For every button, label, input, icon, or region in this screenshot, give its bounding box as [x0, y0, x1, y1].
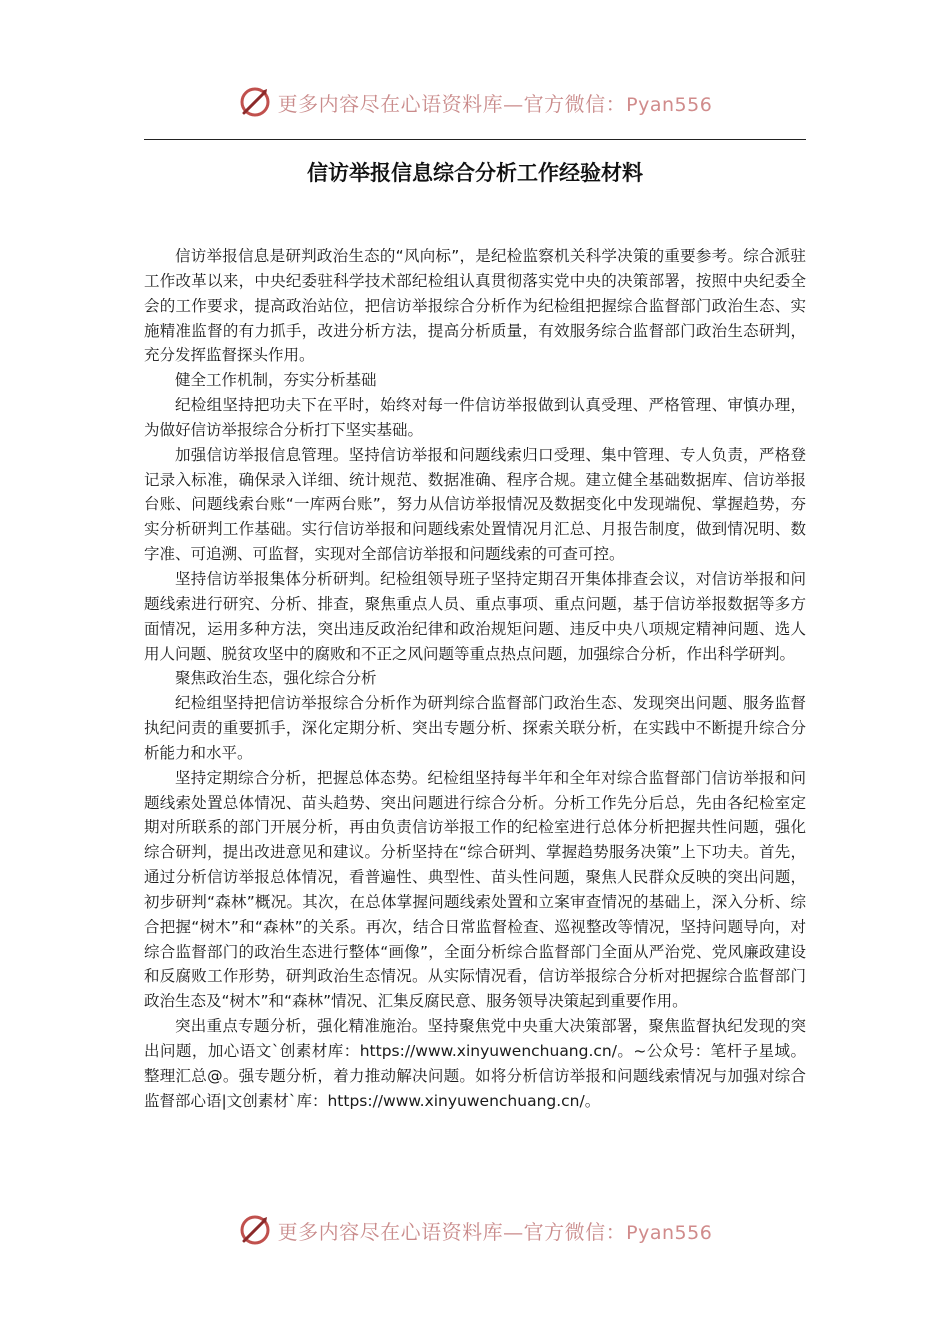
header-rule [144, 139, 806, 140]
paragraph: 突出重点专题分析，强化精准施治。坚持聚焦党中央重大决策部署，聚焦监督执纪发现的突出问题，加心语文`创素材库：https://www.xinyuwenchuang.cn/。~公众号：笔杆子星域。整理汇总@。强专题分析，着力推动解决问题。如将分析信访举报和问题线索情况与加强对综合监督部心语|文创素材`库：https://www.xinyuwenchuang.cn/。 [144, 1017, 806, 1110]
section-heading: 健全工作机制，夯实分析基础 [175, 371, 377, 390]
banner-wechat-id: Pyan556 [626, 93, 713, 116]
banner-text [278, 1216, 713, 1245]
banner-label: 更多内容尽在心语资料库—官方微信： [277, 1219, 627, 1244]
section-heading: 聚焦政治生态，强化综合分析 [175, 669, 377, 688]
brush-logo-icon [238, 1213, 272, 1247]
paragraph: 加强信访举报信息管理。坚持信访举报和问题线索归口受理、集中管理、专人负责，严格登记录入标准，确保录入详细、统计规范、数据准确、程序合规。建立健全基础数据库、信访举报台账、问题线索台账“一库两台账”，努力从信访举报情况及数据变化中发现端倪、掌握趋势，夯实分析研判工作基础。实行信访举报和问题线索处置情况月汇总、月报告制度，做到情况明、数字准、可追溯、可监督，实现对全部信访举报和问题线索的可查可控。 [144, 445, 806, 564]
document-body [144, 244, 806, 1114]
document-title: 信访举报信息综合分析工作经验材料 [307, 161, 643, 185]
banner-text [278, 88, 713, 117]
brush-logo-icon [238, 85, 272, 119]
watermark-banner-top [0, 82, 950, 122]
banner-label: 更多内容尽在心语资料库—官方微信： [277, 91, 627, 116]
paragraph: 纪检组坚持把功夫下在平时，始终对每一件信访举报做到认真受理、严格管理、审慎办理，为做好信访举报综合分析打下坚实基础。 [144, 396, 806, 439]
paragraph: 纪检组坚持把信访举报综合分析作为研判综合监督部门政治生态、发现突出问题、服务监督执纪问责的重要抓手，深化定期分析、突出专题分析、探索关联分析，在实践中不断提升综合分析能力和水平。 [144, 694, 806, 762]
paragraph: 坚持定期综合分析，把握总体态势。纪检组坚持每半年和全年对综合监督部门信访举报和问题线索处置总体情况、苗头趋势、突出问题进行综合分析。分析工作先分后总，先由各纪检室定期对所联系的部门开展分析，再由负责信访举报工作的纪检室进行总体分析把握共性问题，强化综合研判，提出改进意见和建议。分析坚持在“综合研判、掌握趋势服务决策”上下功夫。首先，通过分析信访举报总体情况，看普遍性、典型性、苗头性问题，聚焦人民群众反映的突出问题，初步研判“森林”概况。其次，在总体掌握问题线索处置和立案审查情况的基础上，深入分析、综合把握“树木”和“森林”的关系。再次，结合日常监督检查、巡视整改等情况，坚持问题导向，对综合监督部门的政治生态进行整体“画像”，全面分析综合监督部门全面从严治党、党风廉政建设和反腐败工作形势，研判政治生态情况。从实际情况看，信访举报综合分析对把握综合监督部门政治生态及“树木”和“森林”情况、汇集反腐民意、服务领导决策起到重要作用。 [144, 768, 806, 1011]
watermark-banner-bottom [0, 1210, 950, 1250]
banner-wechat-id: Pyan556 [626, 1221, 713, 1244]
paragraph: 坚持信访举报集体分析研判。纪检组领导班子坚持定期召开集体排查会议，对信访举报和问题线索进行研究、分析、排查，聚焦重点人员、重点事项、重点问题，基于信访举报数据等多方面情况，运用多种方法，突出违反政治纪律和政治规矩问题、违反中央八项规定精神问题、选人用人问题、脱贫攻坚中的腐败和不正之风问题等重点热点问题，加强综合分析，作出科学研判。 [144, 569, 806, 663]
paragraph: 信访举报信息是研判政治生态的“风向标”，是纪检监察机关科学决策的重要参考。综合派驻工作改革以来，中央纪委驻科学技术部纪检组认真贯彻落实党中央的决策部署，按照中央纪委全会的工作要求，提高政治站位，把信访举报综合分析作为纪检组把握综合监督部门政治生态、实施精准监督的有力抓手，改进分析方法，提高分析质量，有效服务综合监督部门政治生态研判，充分发挥监督探头作用。 [144, 247, 806, 365]
